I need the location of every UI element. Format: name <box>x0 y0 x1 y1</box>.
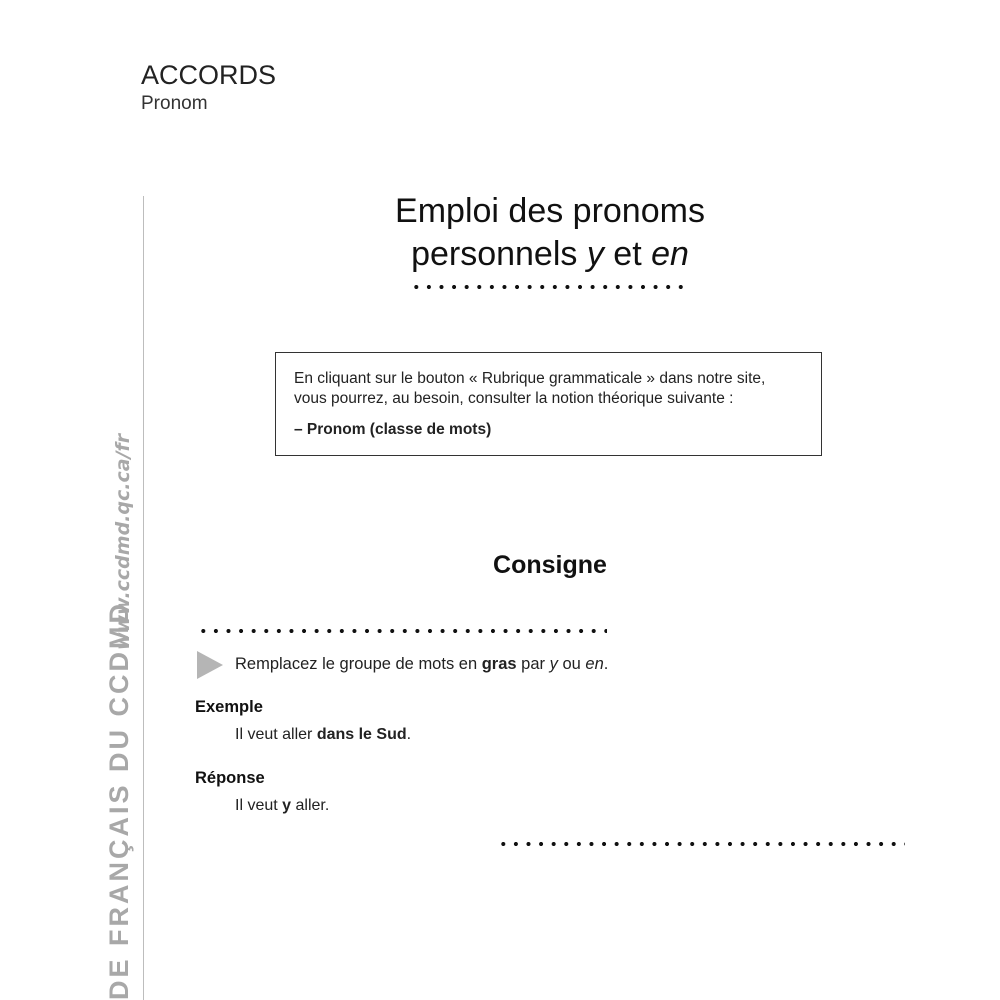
title-dotted-rule <box>410 284 690 290</box>
answer-label: Réponse <box>195 769 265 787</box>
page-title <box>300 190 800 276</box>
consigne-heading: Consigne <box>493 551 607 579</box>
example-label: Exemple <box>195 698 263 716</box>
example-text: Il veut aller dans le Sud. <box>235 726 412 743</box>
margin-rule <box>143 196 144 1000</box>
title-line-1: Emploi des pronoms <box>395 192 705 230</box>
title-line-2: personnels y et en <box>411 235 689 273</box>
info-box-text-1: En cliquant sur le bouton « Rubrique grammaticale » dans notre site, <box>294 370 766 387</box>
sidebar-brand: DE FRANÇAIS DU CCDMD <box>104 601 134 1000</box>
answer-text: Il veut y aller. <box>235 797 330 814</box>
instruction-text: Remplacez le groupe de mots en gras par y ou en. <box>235 655 609 673</box>
footer-dotted-rule <box>497 841 905 847</box>
section-title: ACCORDS <box>141 60 277 90</box>
bullet-triangle-icon <box>197 651 223 679</box>
info-box-text-2: vous pourrez, au besoin, consulter la notion théorique suivante : <box>294 390 734 407</box>
section-subtitle: Pronom <box>141 93 208 114</box>
sidebar-url: www.ccdmd.qc.ca/fr <box>112 433 134 650</box>
consigne-dotted-rule <box>197 628 607 634</box>
info-box-item: – Pronom (classe de mots) <box>294 421 492 438</box>
